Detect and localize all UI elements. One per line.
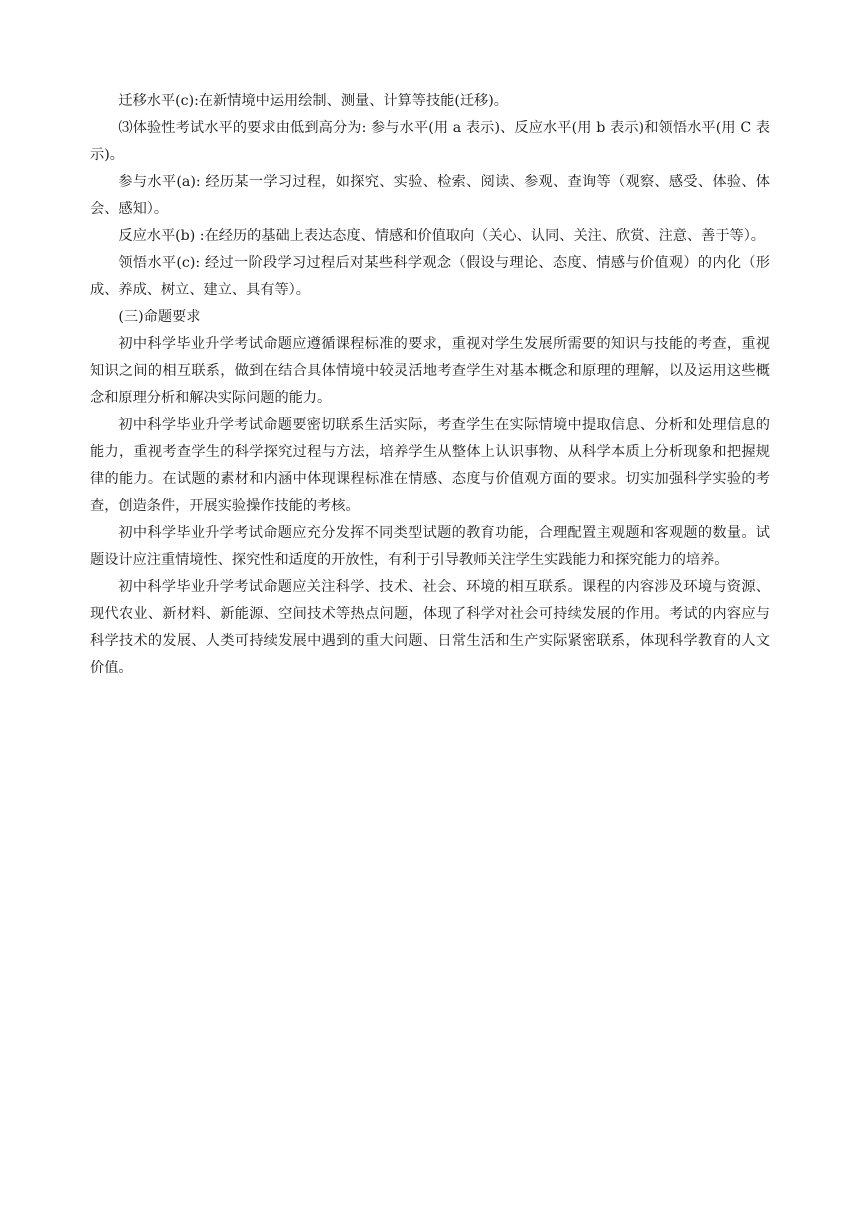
paragraph-curriculum-standards: 初中科学毕业升学考试命题应遵循课程标准的要求，重视对学生发展所需要的知识与技能的考查，重视知识之间的相互联系，做到在结合具体情境中较灵活地考查学生对基本概念和原理的理解，以及运用这些概念和原理分析和解决实际问题的能力。 xyxy=(90,336,770,406)
document-body xyxy=(90,88,770,682)
paragraph-experiential-levels: ⑶体验性考试水平的要求由低到高分为: 参与水平(用 a 表示)、反应水平(用 b 表示)和领悟水平(用 C 表示)。 xyxy=(90,120,770,163)
paragraph-real-life-connection: 初中科学毕业升学考试命题要密切联系生活实际，考查学生在实际情境中提取信息、分析和处理信息的能力，重视考查学生的科学探究过程与方法，培养学生从整体上认识事物、从科学本质上分析现象和把握规律的能力。在试题的素材和内涵中体现课程标准在情感、态度与价值观方面的要求。切实加强科学实验的考查，创造条件，开展实验操作技能的考核。 xyxy=(90,417,770,514)
paragraph-participation-level: 参与水平(a): 经历某一学习过程，如探究、实验、检索、阅读、参观、查询等（观察、感受、体验、体会、感知）。 xyxy=(90,174,770,217)
paragraph-question-types: 初中科学毕业升学考试命题应充分发挥不同类型试题的教育功能，合理配置主观题和客观题的数量。试题设计应注重情境性、探究性和适度的开放性，有利于引导教师关注学生实践能力和探究能力的培养。 xyxy=(90,525,770,568)
paragraph-transfer-level: 迁移水平(c):在新情境中运用绘制、测量、计算等技能(迁移)。 xyxy=(118,93,508,109)
paragraph-sts-connection: 初中科学毕业升学考试命题应关注科学、技术、社会、环境的相互联系。课程的内容涉及环境与资源、现代农业、新材料、新能源、空间技术等热点问题，体现了科学对社会可持续发展的作用。考试的内容应与科学技术的发展、人类可持续发展中遇到的重大问题、日常生活和生产实际紧密联系，体现科学教育的人文价值。 xyxy=(90,579,770,676)
paragraph-comprehension-level: 领悟水平(c): 经过一阶段学习过程后对某些科学观念（假设与理论、态度、情感与价值观）的内化（形成、养成、树立、建立、具有等）。 xyxy=(90,255,770,298)
paragraph-reaction-level: 反应水平(b) :在经历的基础上表达态度、情感和价值取向（关心、认同、关注、欣赏、注意、善于等）。 xyxy=(118,228,765,244)
section-heading-proposition-requirements: (三)命题要求 xyxy=(118,309,201,325)
